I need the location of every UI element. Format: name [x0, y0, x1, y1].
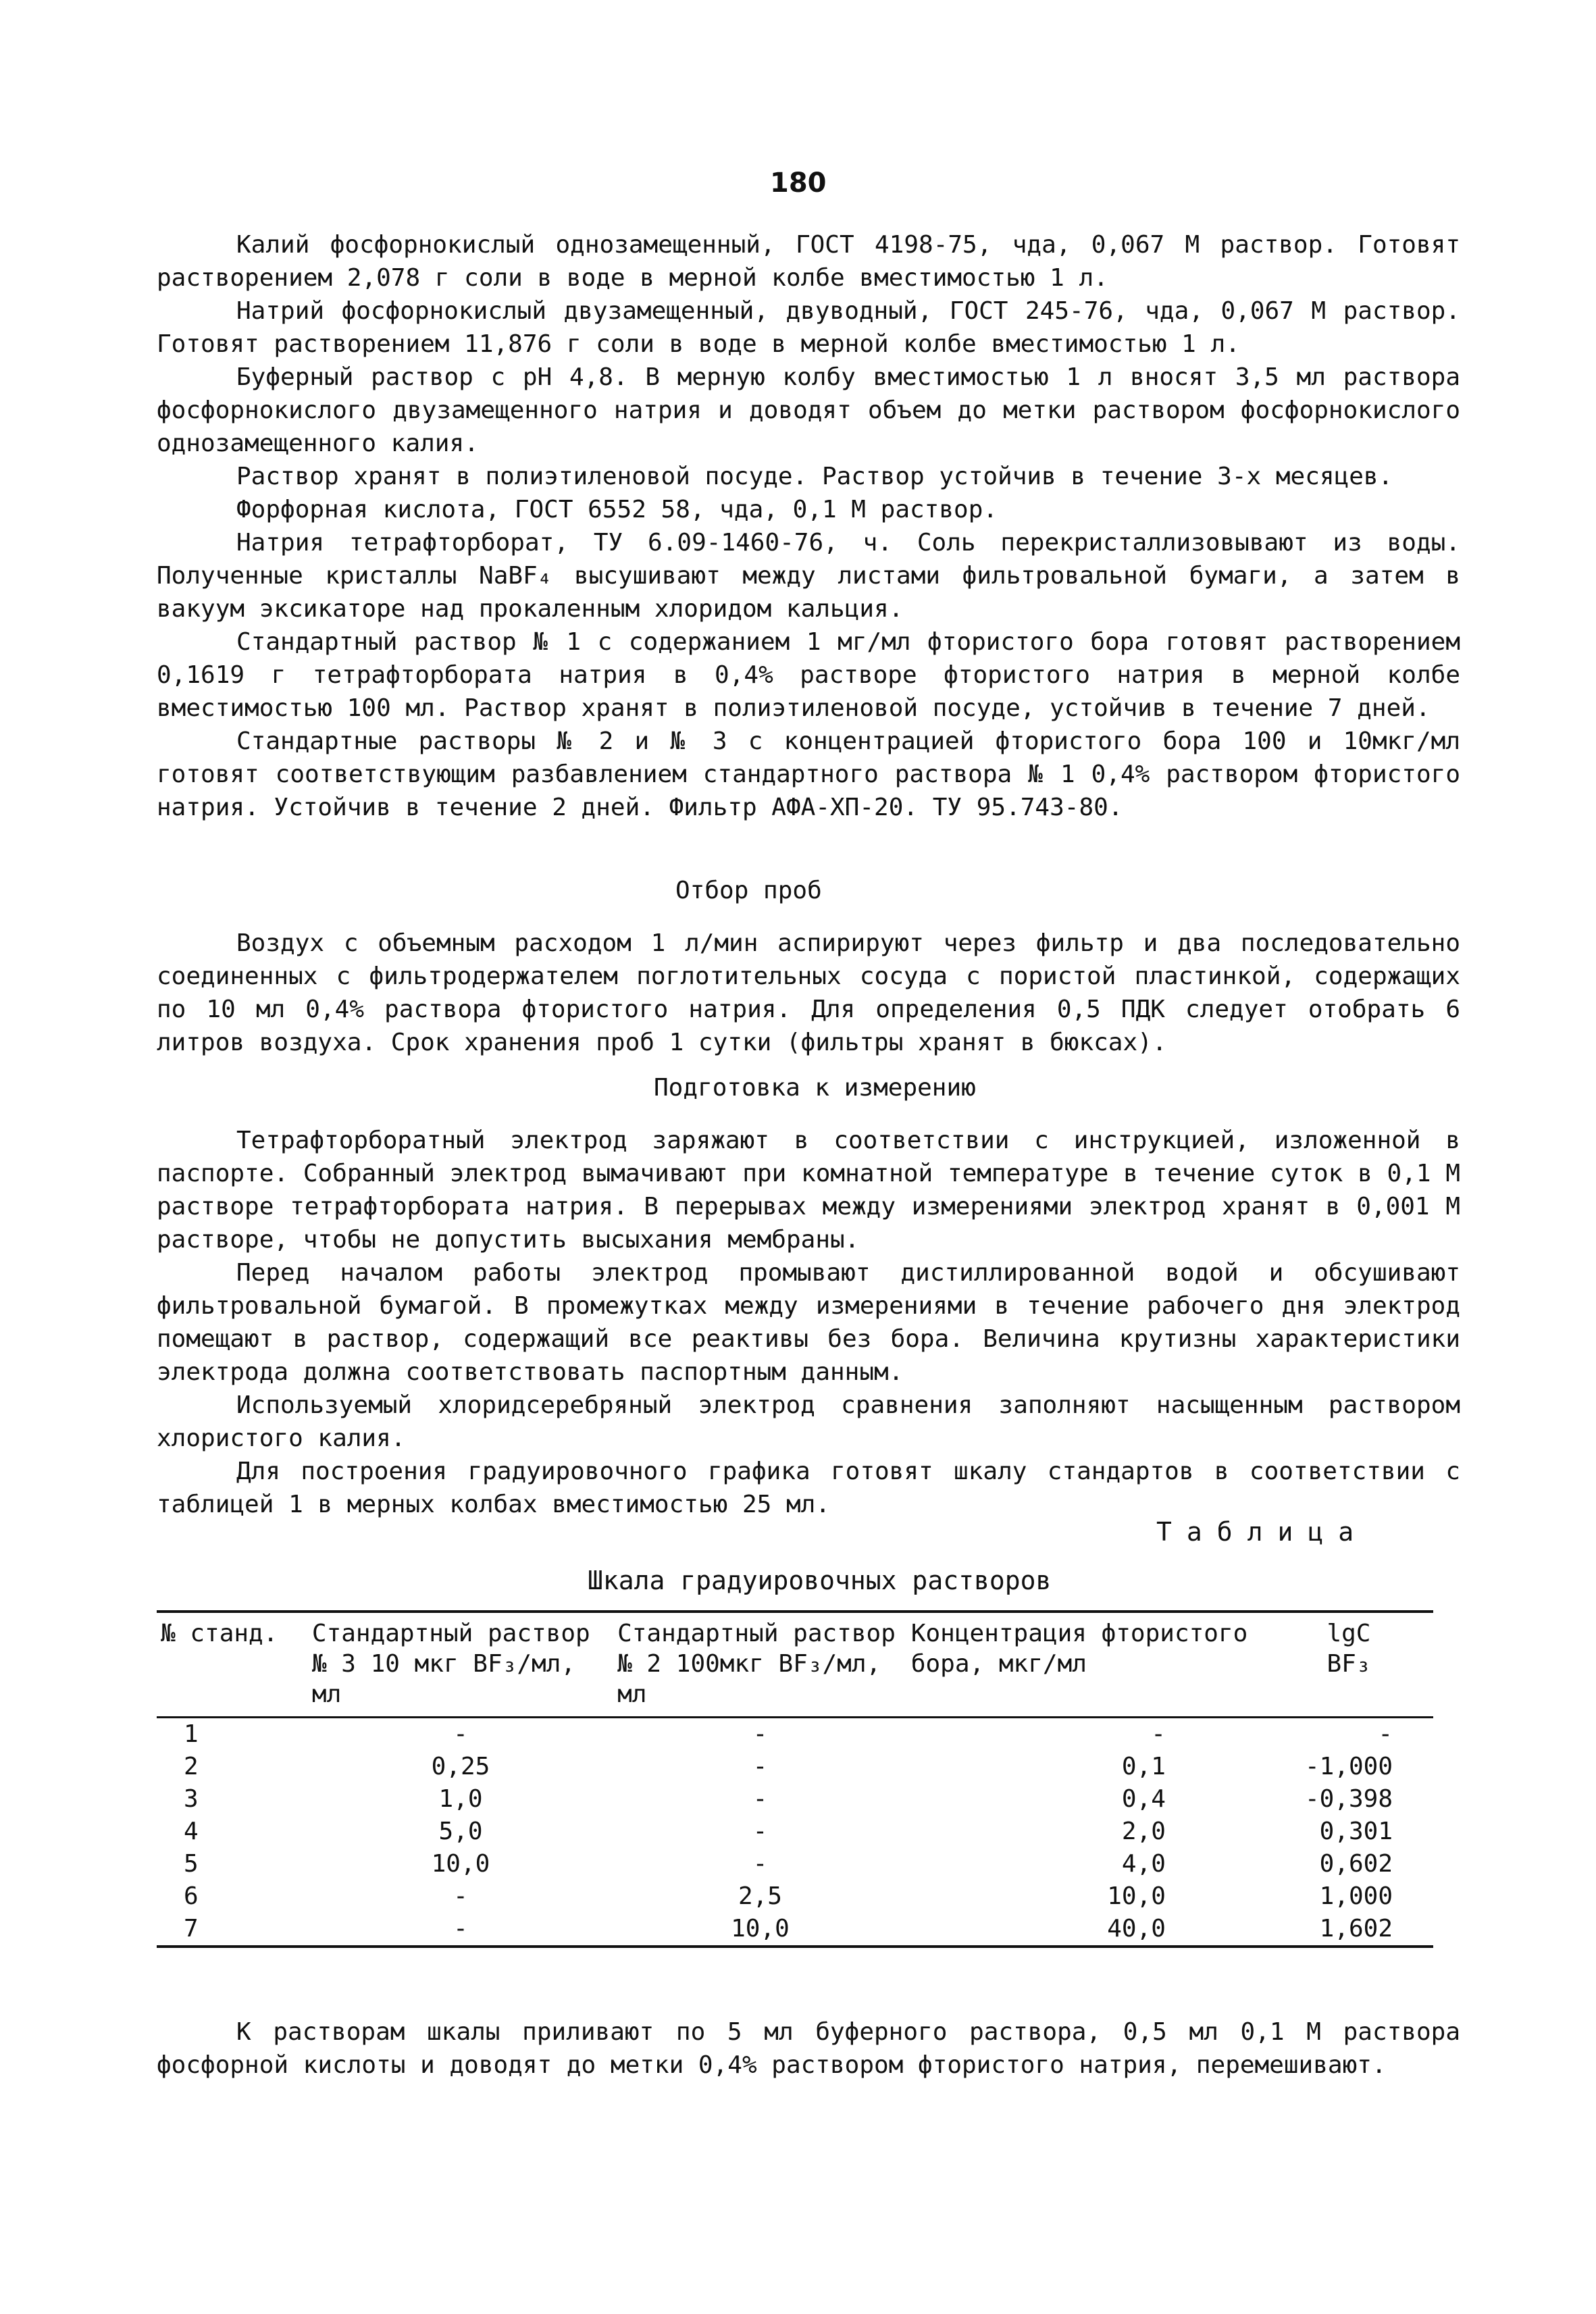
cell-std2: 2,5 — [738, 1882, 782, 1910]
paragraph: Используемый хлоридсеребряный электрод сравнения заполняют насыщенным раствором хлористого калия. — [157, 1391, 1460, 1452]
section-heading-sampling: Отбор проб — [675, 877, 822, 904]
cell-lg: -1,000 — [1304, 1753, 1393, 1780]
cell-concentration: 40,0 — [1107, 1915, 1166, 1943]
header-std2: Стандартный раствор № 2 100мкг BF₃/мл, мл — [617, 1620, 896, 1708]
table-row — [157, 1718, 1433, 1751]
table-label: Таблица — [1156, 1517, 1369, 1547]
paragraph: Для построения градуировочного графика готовят шкалу стандартов в соответствии с таблицей 1 в мерных колбах вместимостью 25 мл. — [157, 1458, 1460, 1518]
cell-std2: - — [752, 1785, 768, 1813]
cell-std2: - — [752, 1753, 768, 1780]
paragraph: Перед началом работы электрод промывают дистиллированной водой и обсушивают фильтровальной бумагой. В промежутках между измерениями в течение рабочего дня электрод помещают в раствор, содержащий все реактивы без бора. Величина крутизны характеристики электрода должна соответствовать паспортным данным. — [157, 1259, 1460, 1386]
header-concentration: Концентрация фтористого бора, мкг/мл — [910, 1620, 1248, 1678]
cell-num: 5 — [184, 1850, 199, 1878]
cell-lg: 1,602 — [1319, 1915, 1393, 1943]
cell-lg: 0,301 — [1319, 1818, 1393, 1845]
paragraph: Натрий фосфорнокислый двузамещенный, двуводный, ГОСТ 245-76, чда, 0,067 М раствор. Готовят растворением 11,876 г соли в воде в мерной колбе вместимостью 1 л. — [157, 297, 1460, 358]
table-row — [157, 1880, 1433, 1913]
sampling-text — [157, 927, 1460, 1059]
cell-std3: - — [453, 1915, 468, 1943]
cell-std3: - — [453, 1720, 468, 1748]
table-row — [157, 1816, 1433, 1848]
cell-std3: 1,0 — [438, 1785, 483, 1813]
table-row — [157, 1848, 1433, 1880]
cell-std2: - — [752, 1850, 768, 1878]
paragraph: Воздух с объемным расходом 1 л/мин аспирируют через фильтр и два последовательно соединенных с фильтродержателем поглотительных сосуда с пористой пластинкой, содержащих по 10 мл 0,4% раствора фтористого натрия. Для определения 0,5 ПДК следует отобрать 6 литров воздуха. Срок хранения проб 1 сутки (фильтры хранят в бюксах). — [157, 929, 1460, 1056]
cell-lg: - — [1378, 1720, 1393, 1748]
cell-std3: 5,0 — [438, 1818, 483, 1845]
paragraph: К растворам шкалы приливают по 5 мл буферного раствора, 0,5 мл 0,1 М раствора фосфорной кислоты и доводят до метки 0,4% раствором фтористого натрия, перемешивают. — [157, 2018, 1460, 2079]
paragraph: Буферный раствор с рН 4,8. В мерную колбу вместимостью 1 л вносят 3,5 мл раствора фосфорнокислого двузамещенного натрия и доводят объем до метки раствором фосфорнокислого однозамещенного калия. — [157, 363, 1460, 457]
cell-std3: 0,25 — [431, 1753, 490, 1780]
cell-std3: 10,0 — [431, 1850, 490, 1878]
cell-num: 3 — [184, 1785, 199, 1813]
paragraph: Стандартные растворы № 2 и № 3 с концентрацией фтористого бора 100 и 10мкг/мл готовят соответствующим разбавлением стандартного раствора № 1 0,4% раствором фтористого натрия. Устойчив в течение 2 дней. Фильтр АФА-ХП-20. ТУ 95.743-80. — [157, 727, 1460, 821]
section-heading-preparation: Подготовка к измерению — [654, 1074, 976, 1102]
paragraph: Калий фосфорнокислый однозамещенный, ГОСТ 4198-75, чда, 0,067 М раствор. Готовят растворением 2,078 г соли в воде в мерной колбе вместимостью 1 л. — [157, 231, 1460, 292]
paragraph: Натрия тетрафторборат, ТУ 6.09-1460-76, ч. Соль перекристаллизовывают из воды. Полученные кристаллы NaBF₄ высушивают между листами фильтровальной бумаги, а затем в вакуум эксикаторе над прокаленным хлоридом кальция. — [157, 529, 1460, 623]
cell-concentration: 0,4 — [1121, 1785, 1166, 1813]
table-header-row — [157, 1612, 1433, 1718]
paragraph: Стандартный раствор № 1 с содержанием 1 мг/мл фтористого бора готовят растворением 0,1619 г тетрафторбората натрия в 0,4% растворе фтористого натрия в мерной колбе вместимостью 100 мл. Раствор хранят в полиэтиленовой посуде, устойчив в течение 7 дней. — [157, 628, 1460, 722]
cell-std3: - — [453, 1882, 468, 1910]
cell-concentration: 4,0 — [1121, 1850, 1166, 1878]
header-std3: Стандартный раствор № 3 10 мкг BF₃/мл, мл — [311, 1620, 590, 1708]
paragraph: Форфорная кислота, ГОСТ 6552 58, чда, 0,1 М раствор. — [236, 496, 998, 523]
table-row — [157, 1751, 1433, 1783]
table-row — [157, 1913, 1433, 1947]
cell-std2: - — [752, 1818, 768, 1845]
cell-num: 6 — [184, 1882, 199, 1910]
cell-concentration: 10,0 — [1107, 1882, 1166, 1910]
cell-lg: 0,602 — [1319, 1850, 1393, 1878]
cell-concentration: - — [1151, 1720, 1166, 1748]
page-number: 180 — [770, 168, 827, 199]
cell-num: 2 — [184, 1753, 199, 1780]
table-title: Шкала градуировочных растворов — [588, 1566, 1052, 1595]
cell-num: 4 — [184, 1818, 199, 1845]
table-row — [157, 1783, 1433, 1816]
cell-lg: -0,398 — [1304, 1785, 1393, 1813]
cell-num: 1 — [184, 1720, 199, 1748]
cell-std2: 10,0 — [731, 1915, 790, 1943]
paragraph: Тетрафторборатный электрод заряжают в соответствии с инструкцией, изложенной в паспорте. Собранный электрод вымачивают при комнатной температуре в течение суток в 0,1 М растворе тетрафторбората натрия. В перерывах между измерениями электрод хранят в 0,001 М растворе, чтобы не допустить высыхания мембраны. — [157, 1127, 1460, 1254]
cell-num: 7 — [184, 1915, 199, 1943]
calibration-table — [157, 1610, 1433, 1948]
header-lg: lgC BF₃ — [1327, 1620, 1371, 1678]
cell-std2: - — [752, 1720, 768, 1748]
cell-concentration: 2,0 — [1121, 1818, 1166, 1845]
closing-text — [157, 2015, 1460, 2082]
cell-lg: 1,000 — [1319, 1882, 1393, 1910]
paragraph: Раствор хранят в полиэтиленовой посуде. Раствор устойчив в течение 3-х месяцев. — [236, 463, 1393, 490]
reagents-text — [157, 228, 1460, 824]
header-num: № станд. — [161, 1620, 278, 1647]
preparation-text — [157, 1124, 1460, 1521]
cell-concentration: 0,1 — [1121, 1753, 1166, 1780]
